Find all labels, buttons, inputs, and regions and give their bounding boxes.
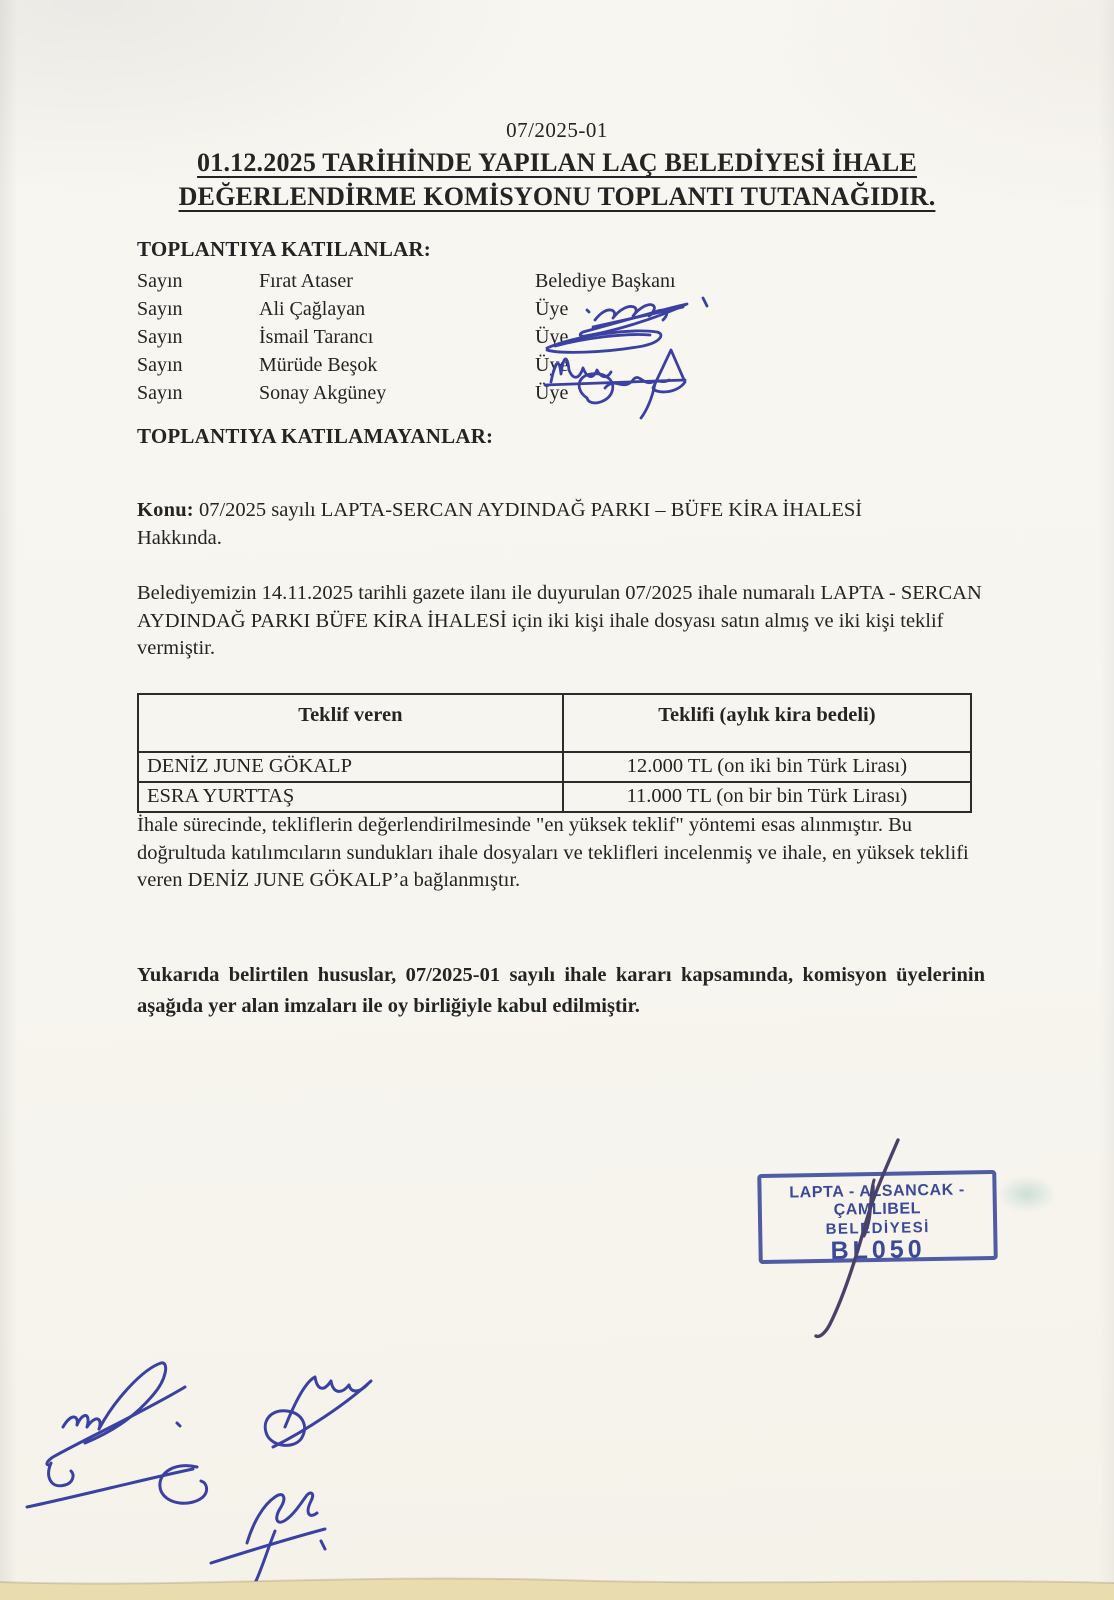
bottom-signature-1 [47, 1363, 185, 1486]
attendee-role: Üye [535, 382, 569, 404]
attendee-role: Belediye Başkanı [535, 270, 676, 292]
attendee-salutation: Sayın [137, 354, 183, 376]
attendee-salutation: Sayın [137, 326, 183, 348]
attendee-role: Üye [535, 298, 569, 320]
bottom-signature-2 [27, 1466, 207, 1507]
bottom-signature-3 [265, 1377, 371, 1447]
attendee-name: Sonay Akgüney [259, 382, 387, 404]
attendee-salutation: Sayın [137, 382, 183, 404]
stamp-pen-stroke [790, 1118, 930, 1358]
attendee-row [137, 382, 857, 405]
member-signatures-ink [535, 280, 735, 430]
subject-paragraph [137, 497, 967, 552]
stamp-code: BL050 [830, 1235, 926, 1265]
attendees-heading: TOPLANTIYA KATILANLAR: [137, 237, 431, 261]
bidder-name: DENİZ JUNE GÖKALP [138, 752, 563, 782]
attendee-name: İsmail Tarancı [259, 326, 374, 348]
bid-table-header-bidder: Teklif veren [138, 694, 563, 752]
ink-smudge [998, 1176, 1056, 1212]
bottom-signatures-ink [15, 1335, 475, 1595]
attendee-name: Mürüde Beşok [259, 354, 378, 376]
evaluation-paragraph: İhale sürecinde, tekliflerin değerlendirilmesinde "en yüksek teklif" yöntemi esas alınmıştır. Bu doğrultuda katılımcıların sundukları ihale dosyaları ve teklifleri incelenmiş ve ihale, en yüksek teklifi veren DENİZ JUNE GÖKALP’a bağlanmıştır. [137, 814, 969, 891]
bid-table-header-row [138, 694, 971, 752]
stamp-line1: LAPTA - ALSANCAK - ÇAMLIBEL [789, 1181, 965, 1219]
bid-amount: 11.000 TL (on bir bin Türk Lirası) [563, 782, 971, 812]
attendee-name: Ali Çağlayan [259, 298, 366, 320]
uye-signature-2 [547, 331, 661, 352]
attendee-row [137, 354, 857, 377]
uye-signature-3 [545, 350, 685, 392]
bid-amount: 12.000 TL (on iki bin Türk Lirası) [563, 752, 971, 782]
table-row [138, 782, 971, 812]
stamp-line2: BELEDİYESİ [825, 1219, 930, 1238]
document-title-line1: 01.12.2025 TARİHİNDE YAPILAN LAÇ BELEDİYESİ İHALE [197, 148, 917, 177]
bid-table [137, 693, 972, 813]
table-row [138, 752, 971, 782]
absentees-heading: TOPLANTIYA KATILAMAYANLAR: [137, 424, 494, 448]
subject-text: 07/2025 sayılı LAPTA-SERCAN AYDINDAĞ PARKI – BÜFE KİRA İHALESİ [198, 499, 863, 521]
attendee-row [137, 270, 857, 293]
document-number: 07/2025-01 [506, 118, 608, 142]
scanner-edge-strip [0, 1570, 1114, 1600]
document-title-line2: DEĞERLENDİRME KOMİSYONU TOPLANTI TUTANAĞIDIR. [178, 182, 936, 211]
uye-signature-4 [579, 374, 669, 418]
attendee-salutation: Sayın [137, 270, 183, 292]
subject-label: Konu: [137, 499, 194, 521]
attendee-role: Üye [535, 326, 569, 348]
attendee-salutation: Sayın [137, 298, 183, 320]
bid-table-header-bid: Teklifi (aylık kira bedeli) [563, 694, 971, 752]
resolution-paragraph: Yukarıda belirtilen hususlar, 07/2025-01 sayılı ihale kararı kapsamında, komisyon üyelerinin aşağıda yer alan imzaları ile oy birliğiyle kabul edilmiştir. [137, 964, 985, 1017]
attendee-role: Üye [535, 354, 569, 376]
document-title [0, 146, 1114, 214]
attendee-name: Fırat Ataser [259, 270, 353, 292]
announcement-paragraph: Belediyemizin 14.11.2025 tarihli gazete ilanı ile duyurulan 07/2025 ihale numaralı LAPTA - SERCAN AYDINDAĞ PARKI BÜFE KİRA İHALESİ için iki kişi ihale dosyası satın almış ve iki kişi teklif vermiştir. [137, 582, 982, 659]
attendee-row [137, 298, 857, 321]
bidder-name: ESRA YURTTAŞ [138, 782, 563, 812]
subject-text-continued: Hakkında. [137, 526, 222, 549]
attendee-row [137, 326, 857, 349]
